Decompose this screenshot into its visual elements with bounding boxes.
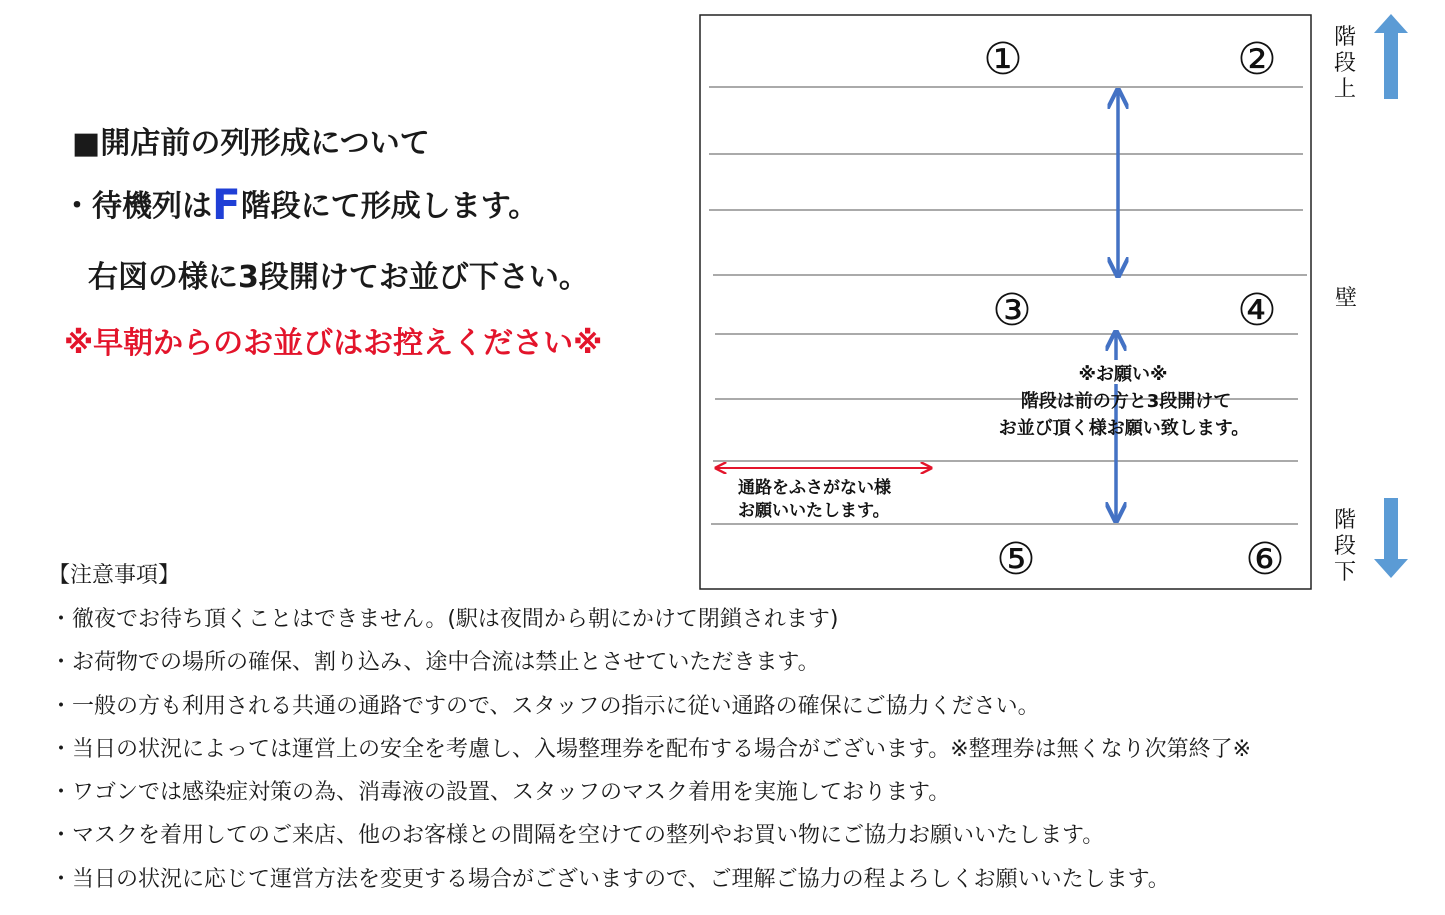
- queue-location-prefix: ・待機列は: [62, 189, 212, 224]
- stair-letter: F: [212, 180, 241, 229]
- queue-location-suffix: 階段にて形成します。: [240, 189, 539, 224]
- request-line-2: お並び頂く様お願い致します。: [998, 418, 1250, 439]
- notes-heading: 【注意事項】: [48, 563, 181, 588]
- spot-3: ④: [1237, 285, 1277, 336]
- note-item: ・徹夜でお待ち頂くことはできません。(駅は夜間から朝にかけて閉鎖されます): [50, 607, 839, 632]
- note-item: ・当日の状況に応じて運営方法を変更する場合がございますので、ご理解ご協力の程よろしくお願いいたします。: [50, 867, 1170, 892]
- note-item: ・マスクを着用してのご来店、他のお客様との間隔を空けての整列やお買い物にご協力お願いいたします。: [50, 823, 1105, 848]
- request-title: ※お願い※: [1078, 364, 1168, 385]
- side-label-up-1: 階: [1333, 25, 1357, 50]
- side-label-down-3: 下: [1333, 560, 1357, 585]
- spot-4: ③: [992, 285, 1032, 336]
- note-item: ・一般の方も利用される共通の通路ですので、スタッフの指示に従い通路の確保にご協力ください。: [50, 694, 1040, 719]
- request-line-1: 階段は前の方と3段開けて: [1020, 391, 1232, 412]
- page-title: ■開店前の列形成について: [72, 126, 430, 161]
- passage-note-line-2: お願いいたします。: [738, 501, 890, 521]
- up-arrow-icon: [1374, 14, 1408, 99]
- side-label-wall: 壁: [1334, 286, 1358, 311]
- passage-note-line-1: 通路をふさがない様: [738, 478, 891, 498]
- spot-1: ⑥: [1245, 534, 1285, 585]
- spacing-instruction: 右図の様に3段開けてお並び下さい。: [88, 260, 589, 295]
- down-arrow-icon: [1374, 498, 1408, 578]
- note-item: ・お荷物での場所の確保、割り込み、途中合流は禁止とさせていただきます。: [50, 650, 820, 675]
- note-item: ・当日の状況によっては運営上の安全を考慮し、入場整理券を配布する場合がございます。※整理券は無くなり次第終了※: [50, 737, 1252, 762]
- side-label-down-1: 階: [1333, 508, 1357, 533]
- note-item: ・ワゴンでは感染症対策の為、消毒液の設置、スタッフのマスク着用を実施しております。: [50, 780, 951, 805]
- spot-6: ①: [983, 34, 1023, 85]
- side-label-up-2: 段: [1333, 51, 1357, 76]
- spot-2: ⑤: [996, 534, 1036, 585]
- side-label-down-2: 段: [1333, 534, 1357, 559]
- side-label-up-3: 上: [1333, 77, 1357, 102]
- spot-5: ②: [1237, 34, 1277, 85]
- early-morning-warning: ※早朝からのお並びはお控えください※: [64, 326, 603, 361]
